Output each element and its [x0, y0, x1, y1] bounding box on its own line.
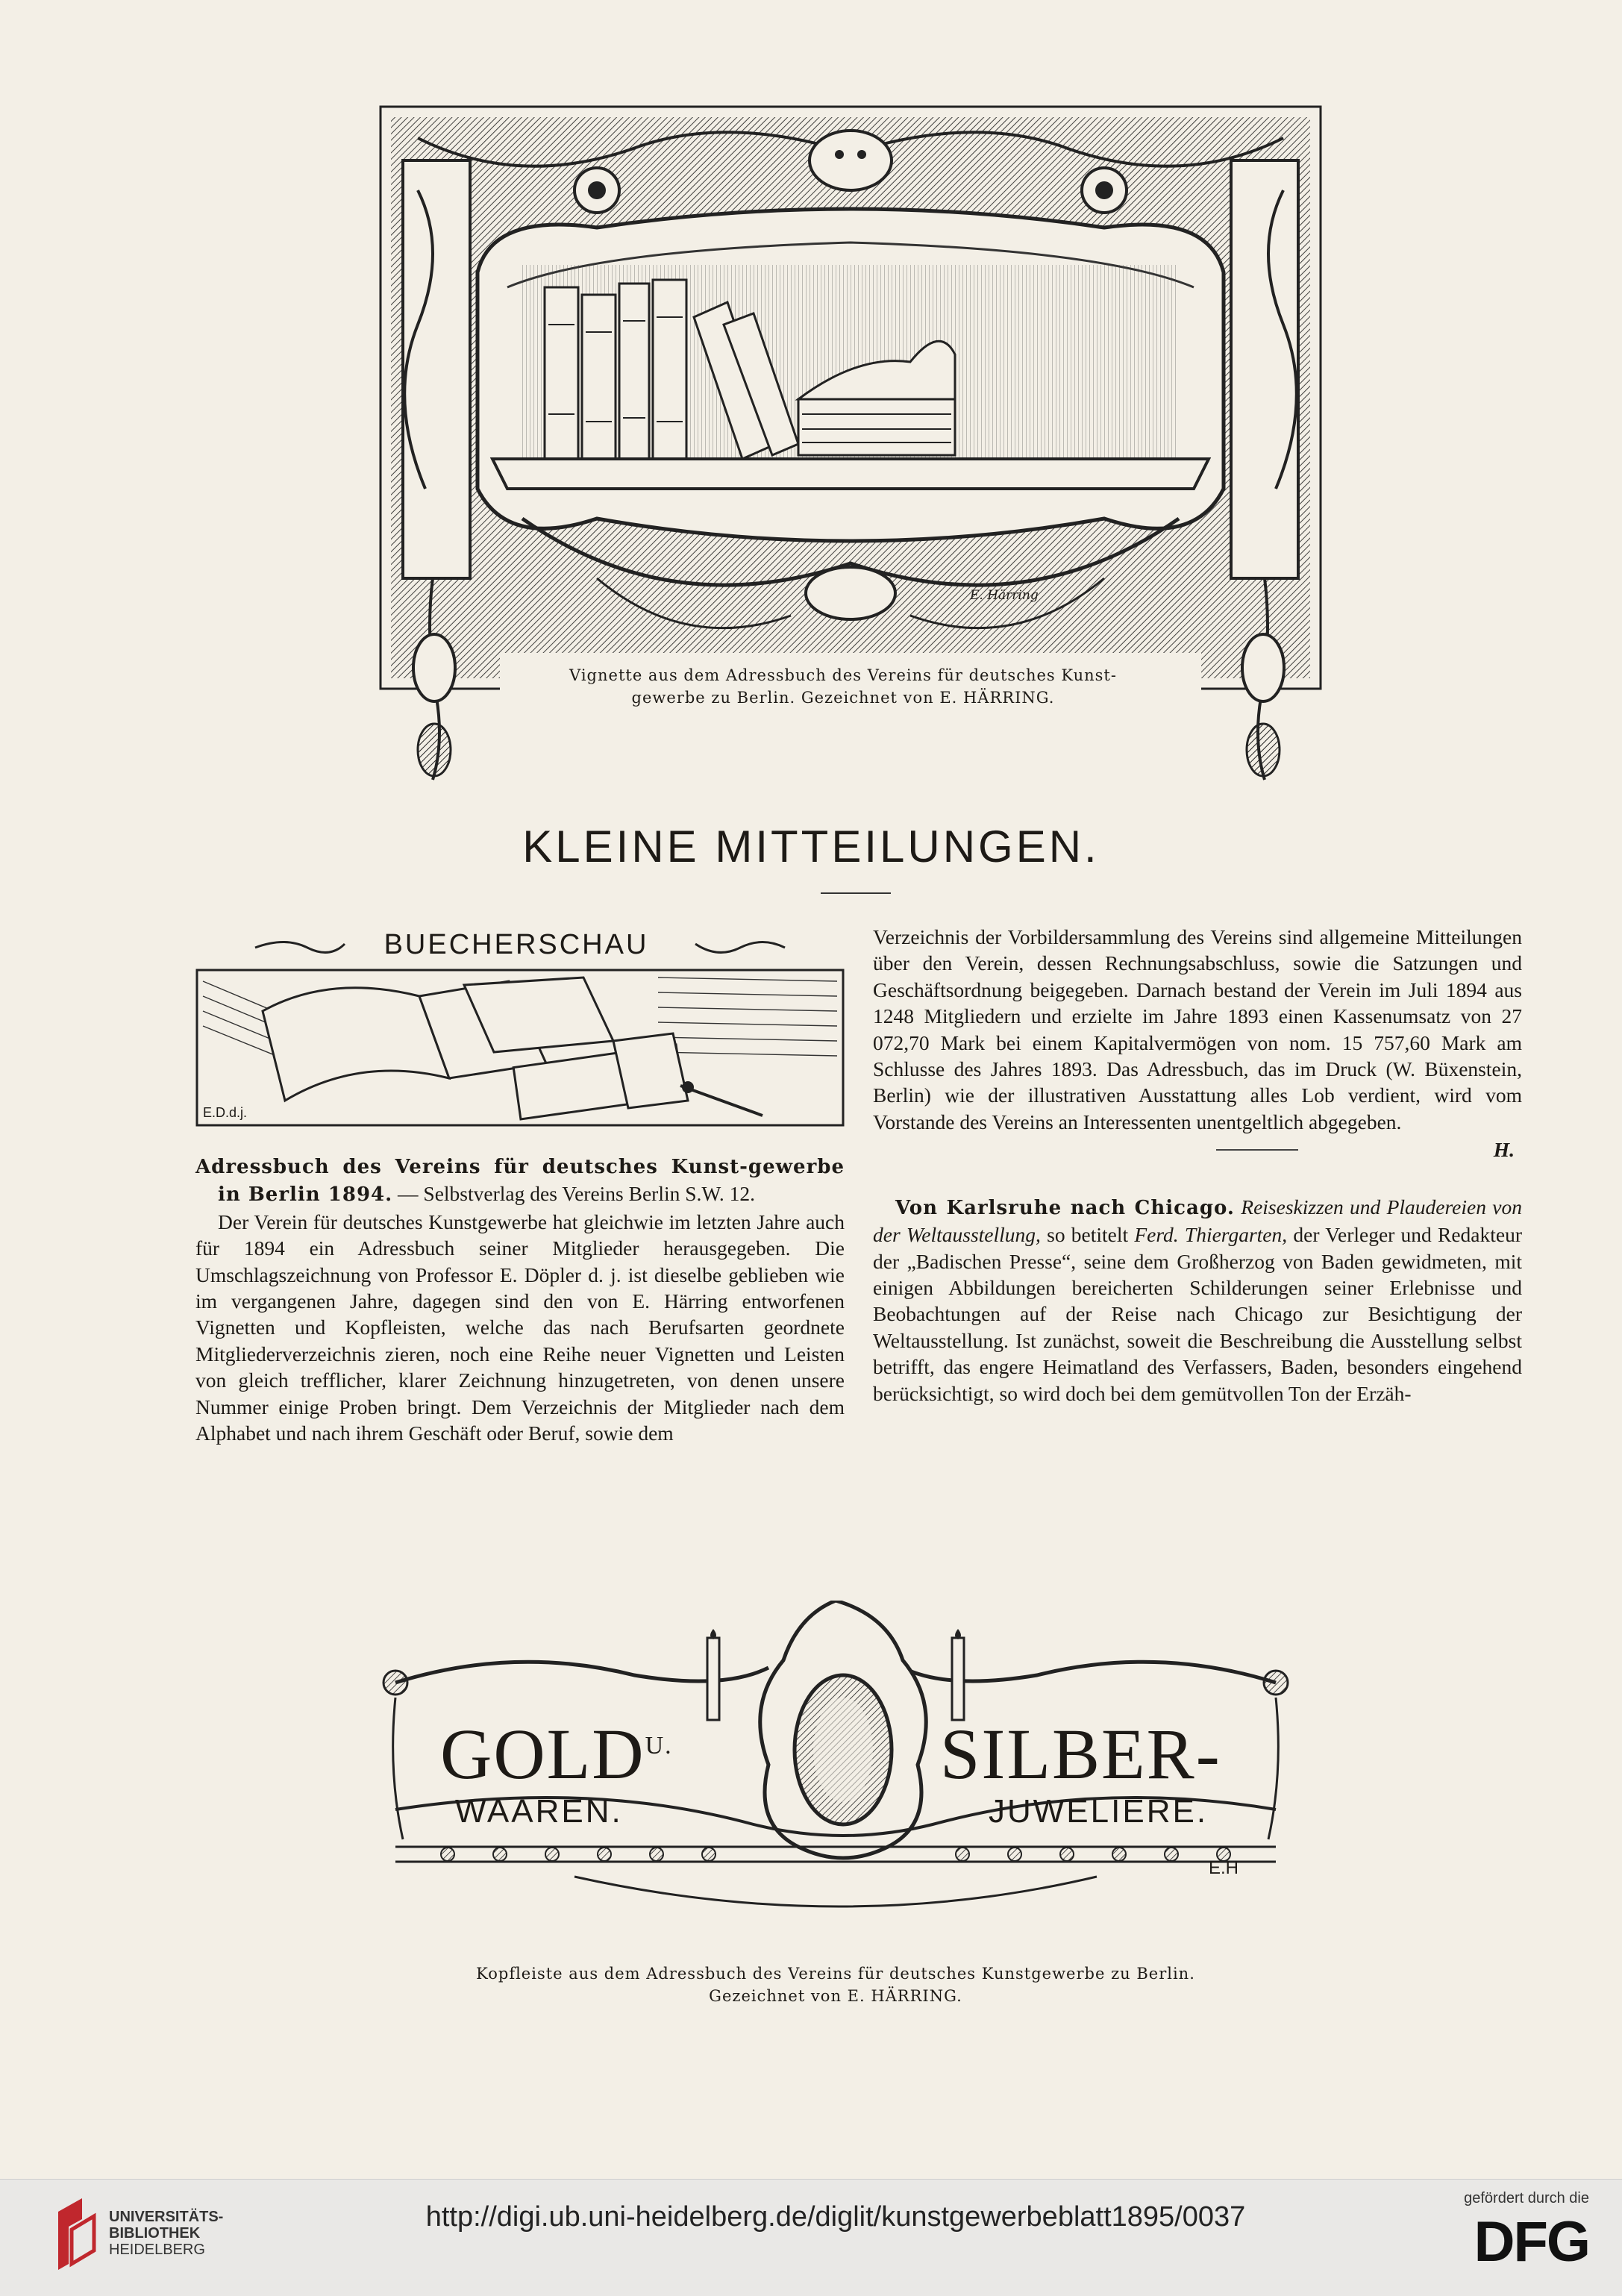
dfg-wordmark: DFG [1474, 2210, 1589, 2274]
article2-lead: so betitelt [1047, 1223, 1129, 1247]
funding-label: gefördert durch die [1464, 2190, 1589, 2206]
article2-paragraph [873, 1194, 1522, 1407]
article-divider [1216, 1149, 1298, 1151]
library-name-line-1: UNIVERSITÄTS- [109, 2209, 224, 2225]
article2-body: der Verleger und Redakteur der „Badischen Presse“, seine dem Großherzog von Baden gewidmeten, mit einigen Abbildungen bereicherten Schilderungen seiner Erlebnisse und Beobachtungen auf der Reise nach Chicago zur Besichtigung der Weltausstellung. Ist zunächst, soweit die Beschreibung die Ausstellung selbst betrifft, das engere Heimatland des Verfassers, Baden, besonders eingehend berücksichtigt, so wird doch bei dem gemütvollen Ton der Erzäh- [873, 1223, 1523, 1405]
library-name-line-2: BIBLIOTHEK [109, 2225, 201, 2242]
caption-line-2: gewerbe zu Berlin. Gezeichnet von E. HÄRRING. [631, 689, 1055, 707]
top-vignette-caption [448, 664, 1239, 709]
library-name-line-3: HEIDELBERG [109, 2242, 205, 2258]
article1-paragraph-2: Verzeichnis der Vorbildersammlung des Vereins sind allgemeine Mitteilungen über den Verein, dessen Rechnungsabschluss, sowie die Satzungen und Geschäftsordnung beigegeben. Darnach bestand der Verein im Juli 1894 aus 1248 Mitgliedern und erzielte im Jahre 1893 einen Kassenumsatz von 27 072,70 Mark bei einem Kapitalvermögen von nom. 15 757,60 Mark am Schlusse des Jahres 1893. Das Adressbuch, das im Druck (W. Büxenstein, Berlin) wie der illustrativen Ausstattung alles Lob verdient, wird vom Vorstande des Vereins an Interessenten unentgeltlich abgegeben. [873, 925, 1522, 1133]
banner-monogram: E.H [1209, 1858, 1239, 1878]
vignette-signature: E. Härring [970, 588, 1039, 603]
article1-heading-block [195, 1153, 845, 1209]
buecherschau-monogram: E.D.d.j. [203, 1105, 248, 1120]
article2-subtitle: Reiseskizzen und Plaudereien von der Weltausstellung, [873, 1195, 1522, 1247]
ub-logo-icon [52, 2197, 100, 2271]
dfg-logo[interactable] [1440, 2190, 1604, 2287]
banner-caption-line-2: Gezeichnet von E. HÄRRING. [709, 1987, 962, 2005]
bottom-banner [366, 1601, 1306, 1929]
buecherschau-label: BUECHERSCHAU [383, 929, 649, 960]
article1-signature: H. [1493, 1138, 1515, 1162]
banner-caption-line-1: Kopfleiste aus dem Adressbuch des Vereins für deutsches Kunstgewerbe zu Berlin. [476, 1965, 1195, 1983]
article1-paragraph-1: Der Verein für deutsches Kunstgewerbe hat gleichwie im letzten Jahre auch für 1894 ein Adressbuch seiner Mitglieder herausgegeben. Die Umschlagszeichnung von Professor E. Döpler d. j. ist dieselbe geblieben wie im vergangenen Jahre, dagegen sind den von E. Härring entworfenen Vignetten und Kopfleisten, welche das nach Berufsarten geordnete Mitgliederverzeichnis zieren, noch eine Reihe neuer Vignetten und Leisten von gleich trefflicher, klarer Zeichnung hinzugetreten, von denen unsere Nummer einige Proben bringt. Dem Verzeichnis der Mitglieder nach dem Alphabet und nach ihrem Geschäft oder Beruf, sowie dem [195, 1210, 845, 1445]
article2-heading: Von Karlsruhe nach Chicago. [895, 1196, 1235, 1219]
article1-heading: Adressbuch des Vereins für deutsches Kunst-gewerbe in Berlin 1894. [195, 1156, 845, 1207]
article2-author: Ferd. Thiergarten, [1134, 1223, 1288, 1247]
page-title: KLEINE MITTEILUNGEN. [522, 822, 1100, 872]
banner-word-juweliere: JUWELIERE. [989, 1793, 1209, 1830]
caption-line-1: Vignette aus dem Adressbuch des Vereins für deutsches Kunst- [569, 666, 1117, 684]
bottom-banner-caption [336, 1962, 1336, 2007]
banner-word-waaren: WAAREN. [455, 1793, 623, 1830]
article1-publisher: — Selbstverlag des Vereins Berlin S.W. 12. [398, 1182, 755, 1206]
permalink-url[interactable]: http://digi.ub.uni-heidelberg.de/diglit/kunstgewerbeblatt1895/0037 [425, 2201, 1246, 2233]
spacer [873, 1164, 1522, 1194]
title-divider [821, 892, 891, 894]
right-column [873, 924, 1522, 1407]
banner-conj: U. [645, 1732, 673, 1759]
left-column [195, 1153, 845, 1446]
books-illustration [195, 929, 845, 1130]
buecherschau-header [195, 929, 845, 1130]
banner-word-gold: $GOLD^{U.}$ [440, 1714, 673, 1794]
banner-word-silber: SILBER- [940, 1714, 1221, 1794]
library-logo[interactable] [52, 2194, 254, 2276]
